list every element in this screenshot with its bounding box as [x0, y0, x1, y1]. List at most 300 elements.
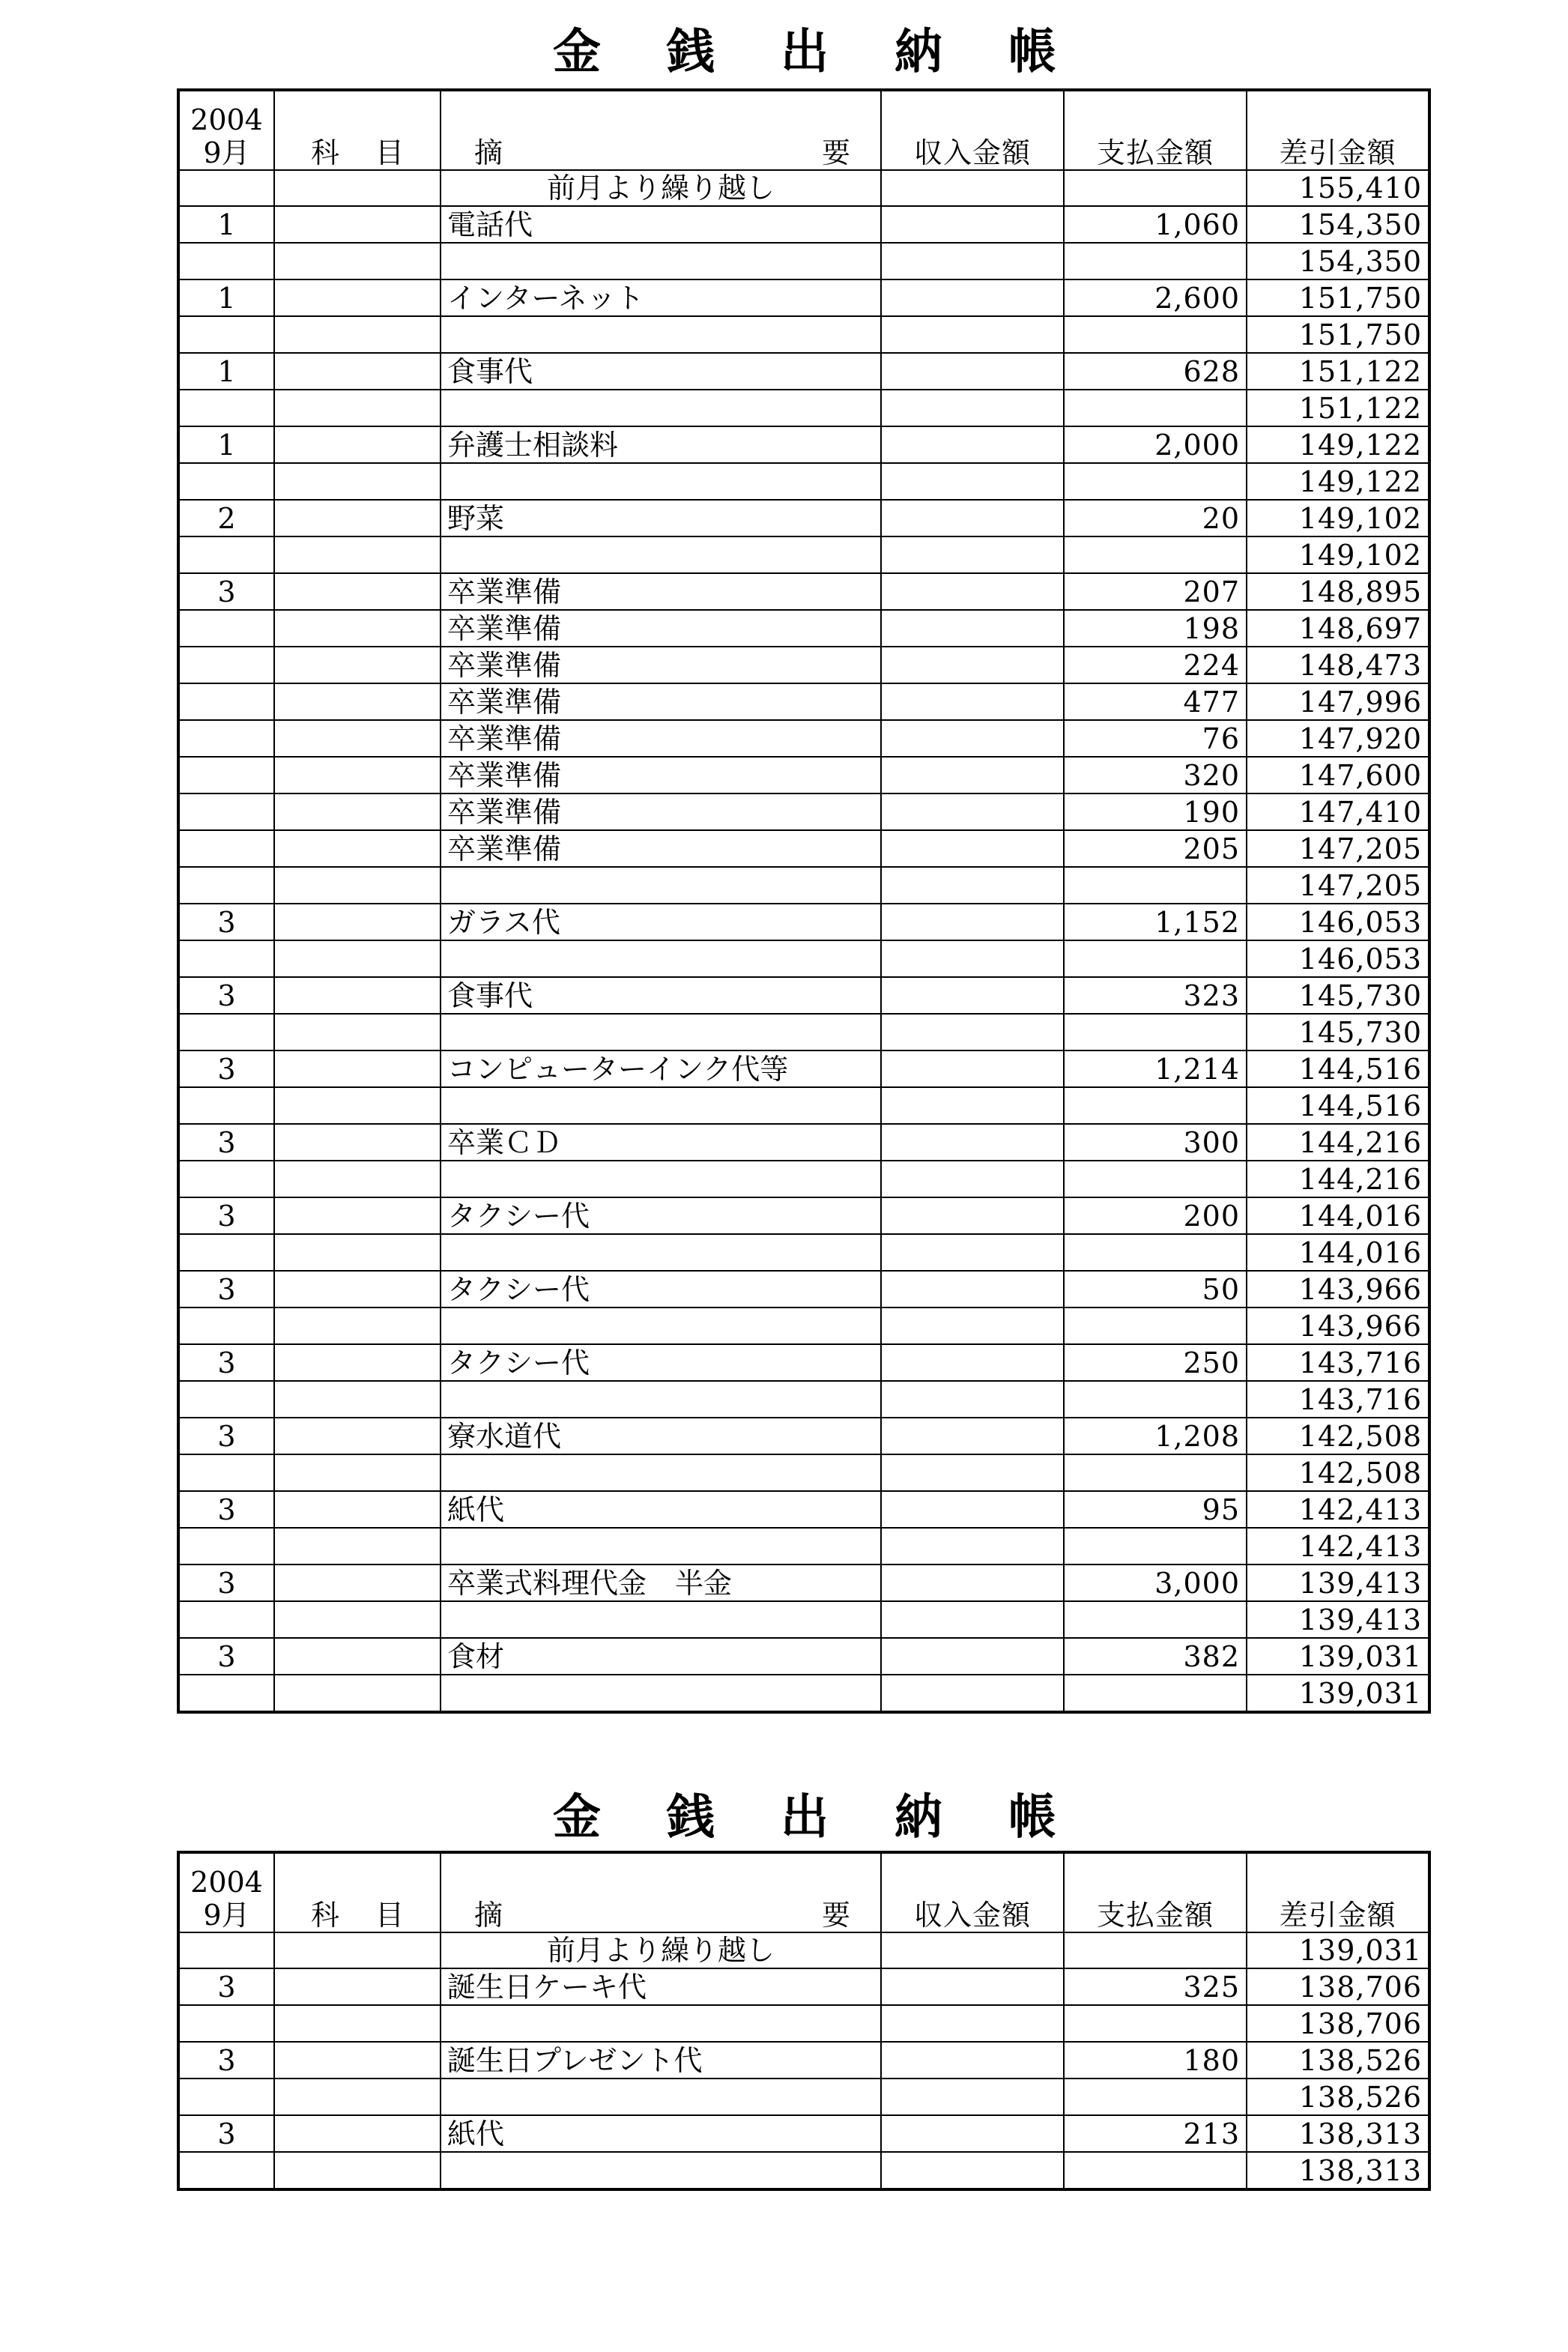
table-row — [178, 1050, 1429, 1087]
payment-cell — [1064, 390, 1247, 426]
balance-cell: 147,920 — [1247, 720, 1429, 757]
payment-cell: 300 — [1064, 1124, 1247, 1161]
table-row — [178, 390, 1429, 426]
account-cell — [274, 1381, 441, 1418]
account-cell — [274, 1050, 441, 1087]
table-row — [178, 1271, 1429, 1307]
income-cell — [881, 390, 1064, 426]
account-column-header: 科 目 — [274, 90, 441, 170]
description-cell — [441, 2152, 881, 2189]
account-cell — [274, 867, 441, 904]
payment-cell: 2,600 — [1064, 279, 1247, 316]
payment-cell — [1064, 1087, 1247, 1124]
table-row — [178, 1307, 1429, 1344]
date-cell — [178, 1601, 274, 1638]
description-cell — [441, 390, 881, 426]
ledger-table — [177, 1851, 1431, 2191]
payment-cell — [1064, 1014, 1247, 1050]
payment-cell: 477 — [1064, 683, 1247, 720]
description-cell: 卒業準備 — [441, 683, 881, 720]
income-cell — [881, 2005, 1064, 2042]
payment-cell: 382 — [1064, 1638, 1247, 1675]
balance-cell: 142,508 — [1247, 1454, 1429, 1491]
table-row — [178, 904, 1429, 940]
description-column-header: 摘 要 — [441, 1852, 881, 1932]
balance-cell: 145,730 — [1247, 1014, 1429, 1050]
balance-cell: 147,410 — [1247, 793, 1429, 830]
payment-cell: 200 — [1064, 1197, 1247, 1234]
payment-cell: 1,152 — [1064, 904, 1247, 940]
account-cell — [274, 1454, 441, 1491]
balance-cell: 147,205 — [1247, 830, 1429, 867]
description-cell: コンピューターインク代等 — [441, 1050, 881, 1087]
balance-cell: 146,053 — [1247, 904, 1429, 940]
payment-cell: 213 — [1064, 2115, 1247, 2152]
description-cell — [441, 867, 881, 904]
table-row — [178, 2079, 1429, 2115]
description-cell: タクシー代 — [441, 1271, 881, 1307]
payment-cell — [1064, 170, 1247, 206]
table-row — [178, 1014, 1429, 1050]
balance-column-header: 差引金額 — [1247, 90, 1429, 170]
payment-cell — [1064, 1601, 1247, 1638]
income-cell — [881, 1601, 1064, 1638]
balance-cell: 149,102 — [1247, 536, 1429, 573]
payment-cell: 325 — [1064, 1968, 1247, 2005]
payment-cell: 250 — [1064, 1344, 1247, 1381]
table-row — [178, 720, 1429, 757]
account-cell — [274, 463, 441, 500]
income-cell — [881, 353, 1064, 390]
table-row — [178, 536, 1429, 573]
table-row — [178, 1381, 1429, 1418]
balance-cell: 147,205 — [1247, 867, 1429, 904]
payment-cell — [1064, 316, 1247, 353]
balance-cell: 138,706 — [1247, 2005, 1429, 2042]
date-cell: 3 — [178, 1197, 274, 1234]
description-cell: インターネット — [441, 279, 881, 316]
date-cell: 3 — [178, 1638, 274, 1675]
date-cell — [178, 1675, 274, 1712]
payment-cell: 1,208 — [1064, 1418, 1247, 1454]
balance-column-header: 差引金額 — [1247, 1852, 1429, 1932]
description-cell — [441, 1454, 881, 1491]
description-cell — [441, 2079, 881, 2115]
description-cell: 卒業準備 — [441, 573, 881, 610]
income-cell — [881, 573, 1064, 610]
income-cell — [881, 243, 1064, 279]
date-cell — [178, 610, 274, 647]
payment-cell: 320 — [1064, 757, 1247, 793]
balance-cell: 148,697 — [1247, 610, 1429, 647]
income-cell — [881, 1381, 1064, 1418]
account-cell — [274, 720, 441, 757]
date-cell: 3 — [178, 1565, 274, 1601]
payment-cell — [1064, 1161, 1247, 1197]
account-cell — [274, 1601, 441, 1638]
income-cell — [881, 1124, 1064, 1161]
payment-cell: 180 — [1064, 2042, 1247, 2079]
account-cell — [274, 2115, 441, 2152]
payment-cell: 198 — [1064, 610, 1247, 647]
table-row — [178, 683, 1429, 720]
description-cell: 卒業準備 — [441, 830, 881, 867]
payment-cell — [1064, 1454, 1247, 1491]
account-cell — [274, 1271, 441, 1307]
date-cell — [178, 536, 274, 573]
income-cell — [881, 1968, 1064, 2005]
description-cell: 卒業準備 — [441, 610, 881, 647]
table-row — [178, 1675, 1429, 1712]
balance-cell: 155,410 — [1247, 170, 1429, 206]
table-row — [178, 1932, 1429, 1968]
account-cell — [274, 757, 441, 793]
table-row — [178, 170, 1429, 206]
account-cell — [274, 1418, 441, 1454]
balance-cell: 143,716 — [1247, 1344, 1429, 1381]
balance-cell: 143,716 — [1247, 1381, 1429, 1418]
payment-cell — [1064, 940, 1247, 977]
income-cell — [881, 1161, 1064, 1197]
date-cell — [178, 940, 274, 977]
table-row — [178, 1418, 1429, 1454]
date-cell — [178, 1161, 274, 1197]
date-cell — [178, 1454, 274, 1491]
date-cell — [178, 1234, 274, 1271]
balance-cell: 138,526 — [1247, 2079, 1429, 2115]
payment-cell — [1064, 1381, 1247, 1418]
date-cell — [178, 2005, 274, 2042]
date-cell: 3 — [178, 1968, 274, 2005]
title-char: 納 — [895, 1790, 942, 1845]
ledger-body — [178, 170, 1429, 1712]
payment-cell — [1064, 2079, 1247, 2115]
payment-cell — [1064, 243, 1247, 279]
balance-cell: 145,730 — [1247, 977, 1429, 1014]
balance-cell: 144,016 — [1247, 1234, 1429, 1271]
payment-cell: 1,214 — [1064, 1050, 1247, 1087]
income-cell — [881, 2115, 1064, 2152]
balance-cell: 149,102 — [1247, 500, 1429, 536]
balance-cell: 139,031 — [1247, 1638, 1429, 1675]
income-cell — [881, 683, 1064, 720]
balance-cell: 149,122 — [1247, 463, 1429, 500]
description-cell: 前月より繰り越し — [441, 1932, 881, 1968]
date-cell — [178, 683, 274, 720]
account-cell — [274, 1197, 441, 1234]
date-cell — [178, 867, 274, 904]
balance-cell: 139,031 — [1247, 1932, 1429, 1968]
balance-cell: 151,750 — [1247, 279, 1429, 316]
date-cell: 3 — [178, 1124, 274, 1161]
income-cell — [881, 1528, 1064, 1565]
table-row — [178, 610, 1429, 647]
balance-cell: 148,473 — [1247, 647, 1429, 683]
description-cell: 野菜 — [441, 500, 881, 536]
payment-cell — [1064, 1307, 1247, 1344]
income-cell — [881, 1271, 1064, 1307]
date-cell — [178, 2079, 274, 2115]
description-cell — [441, 2005, 881, 2042]
balance-cell: 147,996 — [1247, 683, 1429, 720]
table-row — [178, 2152, 1429, 2189]
payment-cell — [1064, 1932, 1247, 1968]
table-row — [178, 867, 1429, 904]
account-cell — [274, 793, 441, 830]
table-row — [178, 2005, 1429, 2042]
income-cell — [881, 830, 1064, 867]
payment-cell: 1,060 — [1064, 206, 1247, 243]
description-cell: 卒業式料理代金 半金 — [441, 1565, 881, 1601]
date-cell: 2 — [178, 500, 274, 536]
account-cell — [274, 1161, 441, 1197]
account-cell — [274, 1565, 441, 1601]
account-cell — [274, 573, 441, 610]
table-row — [178, 977, 1429, 1014]
income-cell — [881, 720, 1064, 757]
income-cell — [881, 426, 1064, 463]
date-cell — [178, 243, 274, 279]
description-cell — [441, 1014, 881, 1050]
description-cell: 誕生日ケーキ代 — [441, 1968, 881, 2005]
date-cell — [178, 720, 274, 757]
date-cell — [178, 757, 274, 793]
account-cell — [274, 977, 441, 1014]
date-cell — [178, 390, 274, 426]
table-row — [178, 1454, 1429, 1491]
income-cell — [881, 2042, 1064, 2079]
table-row — [178, 1161, 1429, 1197]
date-cell — [178, 1087, 274, 1124]
table-row — [178, 757, 1429, 793]
title-char: 金 — [553, 1790, 601, 1845]
description-cell: 卒業準備 — [441, 720, 881, 757]
description-cell — [441, 1601, 881, 1638]
description-cell — [441, 463, 881, 500]
payment-cell: 628 — [1064, 353, 1247, 390]
account-cell — [274, 1528, 441, 1565]
date-cell: 1 — [178, 426, 274, 463]
date-cell — [178, 316, 274, 353]
income-cell — [881, 1307, 1064, 1344]
title-char: 銭 — [667, 25, 715, 80]
date-column-header: 2004 9月 — [178, 90, 274, 170]
title-char: 帳 — [1008, 1790, 1056, 1845]
ledger-title — [176, 22, 1433, 82]
description-cell: タクシー代 — [441, 1197, 881, 1234]
account-cell — [274, 1307, 441, 1344]
account-cell — [274, 1932, 441, 1968]
balance-cell: 138,313 — [1247, 2152, 1429, 2189]
date-cell — [178, 170, 274, 206]
header-row — [178, 90, 1429, 170]
description-cell: 卒業準備 — [441, 793, 881, 830]
income-cell — [881, 757, 1064, 793]
date-cell: 1 — [178, 279, 274, 316]
account-cell — [274, 170, 441, 206]
account-cell — [274, 1344, 441, 1381]
header-row — [178, 1852, 1429, 1932]
account-cell — [274, 2042, 441, 2079]
date-column-header: 2004 9月 — [178, 1852, 274, 1932]
income-cell — [881, 2079, 1064, 2115]
description-cell: 弁護士相談料 — [441, 426, 881, 463]
title-char: 出 — [781, 25, 829, 80]
description-cell — [441, 1307, 881, 1344]
table-row — [178, 1344, 1429, 1381]
balance-cell: 151,750 — [1247, 316, 1429, 353]
table-row — [178, 1565, 1429, 1601]
date-cell — [178, 830, 274, 867]
table-row — [178, 573, 1429, 610]
income-cell — [881, 1087, 1064, 1124]
balance-cell: 142,508 — [1247, 1418, 1429, 1454]
payment-cell: 95 — [1064, 1491, 1247, 1528]
balance-cell: 146,053 — [1247, 940, 1429, 977]
payment-cell — [1064, 1528, 1247, 1565]
income-cell — [881, 610, 1064, 647]
income-cell — [881, 463, 1064, 500]
description-cell: 電話代 — [441, 206, 881, 243]
description-cell — [441, 243, 881, 279]
account-cell — [274, 1638, 441, 1675]
income-column-header: 収入金額 — [881, 1852, 1064, 1932]
table-row — [178, 1087, 1429, 1124]
table-row — [178, 1601, 1429, 1638]
income-cell — [881, 316, 1064, 353]
account-cell — [274, 2005, 441, 2042]
table-row — [178, 426, 1429, 463]
account-cell — [274, 390, 441, 426]
date-cell — [178, 463, 274, 500]
payment-cell — [1064, 536, 1247, 573]
income-cell — [881, 2152, 1064, 2189]
account-cell — [274, 647, 441, 683]
income-cell — [881, 1638, 1064, 1675]
account-cell — [274, 904, 441, 940]
description-cell — [441, 316, 881, 353]
date-cell: 3 — [178, 2115, 274, 2152]
table-row — [178, 1124, 1429, 1161]
date-cell — [178, 1381, 274, 1418]
table-row — [178, 353, 1429, 390]
income-cell — [881, 279, 1064, 316]
account-cell — [274, 1968, 441, 2005]
title-char: 帳 — [1008, 25, 1056, 80]
income-cell — [881, 170, 1064, 206]
balance-cell: 144,016 — [1247, 1197, 1429, 1234]
income-cell — [881, 206, 1064, 243]
description-cell — [441, 1234, 881, 1271]
income-cell — [881, 1932, 1064, 1968]
description-cell: 誕生日プレゼント代 — [441, 2042, 881, 2079]
description-cell — [441, 1528, 881, 1565]
date-cell — [178, 1307, 274, 1344]
account-cell — [274, 1087, 441, 1124]
account-cell — [274, 1124, 441, 1161]
payment-cell: 205 — [1064, 830, 1247, 867]
payment-cell: 2,000 — [1064, 426, 1247, 463]
title-char: 出 — [781, 1790, 829, 1845]
income-cell — [881, 1014, 1064, 1050]
balance-cell: 151,122 — [1247, 390, 1429, 426]
balance-cell: 154,350 — [1247, 243, 1429, 279]
payment-cell: 3,000 — [1064, 1565, 1247, 1601]
balance-cell: 142,413 — [1247, 1491, 1429, 1528]
table-row — [178, 279, 1429, 316]
table-row — [178, 1968, 1429, 2005]
account-cell — [274, 353, 441, 390]
description-cell — [441, 1087, 881, 1124]
payment-cell: 224 — [1064, 647, 1247, 683]
date-cell — [178, 1014, 274, 1050]
date-cell — [178, 2152, 274, 2189]
balance-cell: 151,122 — [1247, 353, 1429, 390]
description-cell: 食材 — [441, 1638, 881, 1675]
description-column-header: 摘 要 — [441, 90, 881, 170]
account-cell — [274, 279, 441, 316]
account-cell — [274, 1675, 441, 1712]
date-cell: 3 — [178, 1271, 274, 1307]
income-cell — [881, 940, 1064, 977]
payment-cell — [1064, 2005, 1247, 2042]
balance-cell: 143,966 — [1247, 1307, 1429, 1344]
table-row — [178, 2115, 1429, 2152]
table-row — [178, 1528, 1429, 1565]
description-cell: 卒業準備 — [441, 757, 881, 793]
table-row — [178, 1197, 1429, 1234]
income-cell — [881, 1565, 1064, 1601]
table-row — [178, 243, 1429, 279]
payment-cell: 207 — [1064, 573, 1247, 610]
account-cell — [274, 830, 441, 867]
account-cell — [274, 206, 441, 243]
income-cell — [881, 1454, 1064, 1491]
balance-cell: 138,313 — [1247, 2115, 1429, 2152]
table-row — [178, 940, 1429, 977]
description-cell: 前月より繰り越し — [441, 170, 881, 206]
table-row — [178, 206, 1429, 243]
balance-cell: 139,413 — [1247, 1565, 1429, 1601]
description-cell — [441, 1161, 881, 1197]
date-cell: 3 — [178, 1344, 274, 1381]
income-cell — [881, 1675, 1064, 1712]
table-row — [178, 463, 1429, 500]
description-cell: 寮水道代 — [441, 1418, 881, 1454]
payment-cell: 190 — [1064, 793, 1247, 830]
account-cell — [274, 610, 441, 647]
balance-cell: 147,600 — [1247, 757, 1429, 793]
description-cell: 卒業準備 — [441, 647, 881, 683]
title-char: 金 — [553, 25, 601, 80]
account-cell — [274, 1491, 441, 1528]
payment-cell: 76 — [1064, 720, 1247, 757]
balance-cell: 144,516 — [1247, 1050, 1429, 1087]
income-cell — [881, 647, 1064, 683]
balance-cell: 149,122 — [1247, 426, 1429, 463]
balance-cell: 154,350 — [1247, 206, 1429, 243]
account-cell — [274, 1234, 441, 1271]
account-cell — [274, 1014, 441, 1050]
income-cell — [881, 536, 1064, 573]
table-row — [178, 1638, 1429, 1675]
account-column-header: 科 目 — [274, 1852, 441, 1932]
table-row — [178, 793, 1429, 830]
payment-cell: 50 — [1064, 1271, 1247, 1307]
balance-cell: 142,413 — [1247, 1528, 1429, 1565]
income-cell — [881, 793, 1064, 830]
description-cell — [441, 940, 881, 977]
